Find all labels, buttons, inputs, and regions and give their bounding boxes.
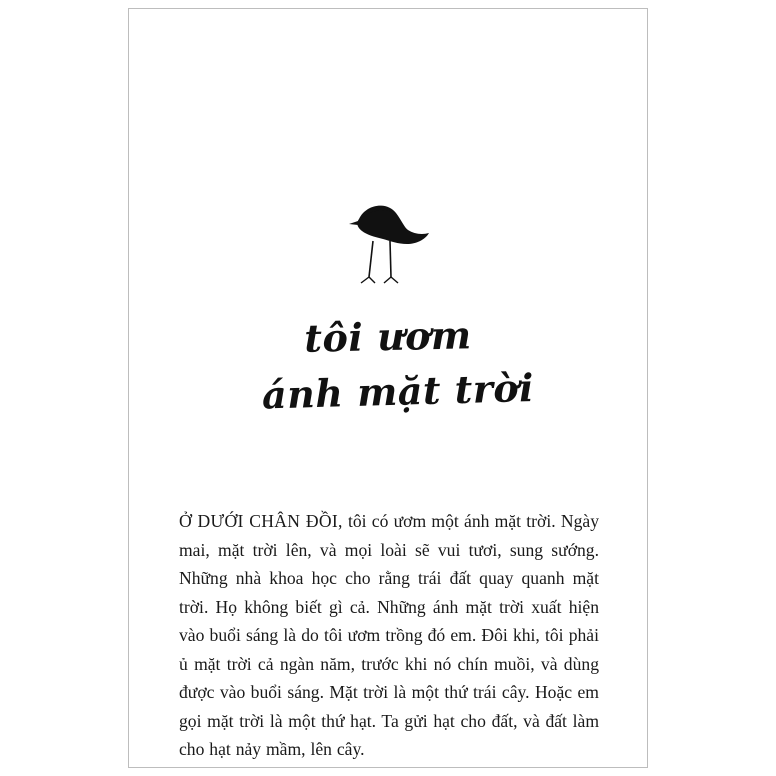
book-page bbox=[128, 8, 648, 768]
body-paragraph-text: tôi có ươm một ánh mặt trời. Ngày mai, mặt trời lên, và mọi loài sẽ vui tươi, sung sướng. Những nhà khoa học cho rằng trái đất quay quanh mặt trời. Họ không biết gì cả. Những ánh mặt trời xuất hiện vào buổi sáng là do tôi ươm trồng đó em. Đôi khi, tôi phải ủ mặt trời cả ngàn năm, trước khi nó chín muồi, và dùng được vào buổi sáng. Mặt trời là một thứ trái cây. Hoặc em gọi mặt trời là một thứ hạt. Ta gửi hạt cho đất, và đất làm cho hạt nảy mầm, lên cây. bbox=[179, 511, 599, 759]
chapter-title-line-2: ánh mặt trời bbox=[261, 365, 535, 418]
body-paragraph bbox=[179, 507, 599, 764]
bird-ornament bbox=[157, 191, 619, 301]
chapter-title-line-1: tôi ươm bbox=[303, 312, 473, 361]
chapter-title bbox=[157, 309, 619, 419]
opening-phrase: Ở DƯỚI CHÂN ĐỒI, bbox=[179, 511, 343, 531]
body-text bbox=[179, 507, 599, 764]
page-content bbox=[157, 9, 619, 767]
